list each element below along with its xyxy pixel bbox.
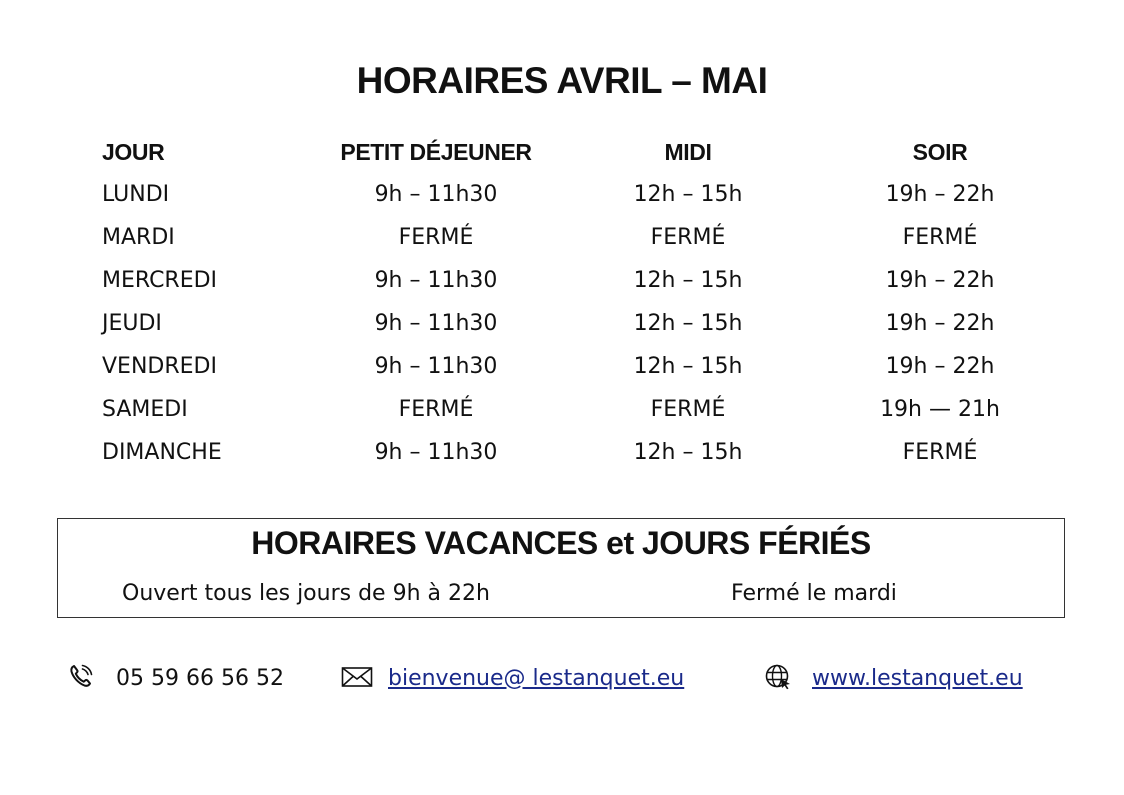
table-row [102,349,1062,392]
table-row [102,392,1062,435]
breakfast-cell: 9h – 11h30 [374,268,498,293]
lunch-cell: 12h – 15h [633,440,743,465]
day-cell: MERCREDI [102,268,218,293]
day-cell: MARDI [102,225,175,250]
dinner-cell: 19h – 22h [885,311,995,336]
globe-icon [764,662,792,694]
lunch-cell: FERMÉ [650,225,726,250]
table-header-row [102,134,1062,177]
dinner-cell: 19h — 21h [880,397,1000,422]
header-day: JOUR [102,139,165,165]
breakfast-cell: 9h – 11h30 [374,311,498,336]
page-title: HORAIRES AVRIL – MAI [356,60,768,101]
holiday-title: HORAIRES VACANCES et JOURS FÉRIÉS [251,525,871,561]
table-row [102,177,1062,220]
day-cell: SAMEDI [102,397,188,422]
dinner-cell: FERMÉ [902,440,978,465]
lunch-cell: 12h – 15h [633,182,743,207]
holiday-open-text: Ouvert tous les jours de 9h à 22h [122,581,490,606]
phone-number: 05 59 66 56 52 [116,665,284,691]
lunch-cell: 12h – 15h [633,311,743,336]
holiday-hours-box [57,518,1065,618]
header-breakfast: PETIT DÉJEUNER [340,139,532,165]
day-cell: VENDREDI [102,354,217,379]
table-row [102,435,1062,478]
table-row [102,220,1062,263]
website-contact [764,660,1023,696]
contact-bar [0,660,1124,696]
email-link[interactable]: bienvenue@ lestanquet.eu [388,665,685,691]
envelope-icon [341,664,373,692]
day-cell: LUNDI [102,182,170,207]
table-row [102,306,1062,349]
lunch-cell: FERMÉ [650,397,726,422]
breakfast-cell: 9h – 11h30 [374,182,498,207]
schedule-table [102,134,1062,478]
phone-icon [68,663,94,693]
lunch-cell: 12h – 15h [633,268,743,293]
day-cell: JEUDI [102,311,162,336]
dinner-cell: 19h – 22h [885,268,995,293]
phone-contact [68,660,284,696]
lunch-cell: 12h – 15h [633,354,743,379]
breakfast-cell: 9h – 11h30 [374,354,498,379]
website-link[interactable]: www.lestanquet.eu [812,665,1023,691]
table-row [102,263,1062,306]
day-cell: DIMANCHE [102,440,222,465]
breakfast-cell: 9h – 11h30 [374,440,498,465]
dinner-cell: FERMÉ [902,225,978,250]
dinner-cell: 19h – 22h [885,182,995,207]
breakfast-cell: FERMÉ [398,225,474,250]
holiday-closed-text: Fermé le mardi [731,581,897,606]
header-dinner: SOIR [912,139,968,165]
breakfast-cell: FERMÉ [398,397,474,422]
header-lunch: MIDI [664,139,712,165]
email-contact [341,660,684,696]
dinner-cell: 19h – 22h [885,354,995,379]
